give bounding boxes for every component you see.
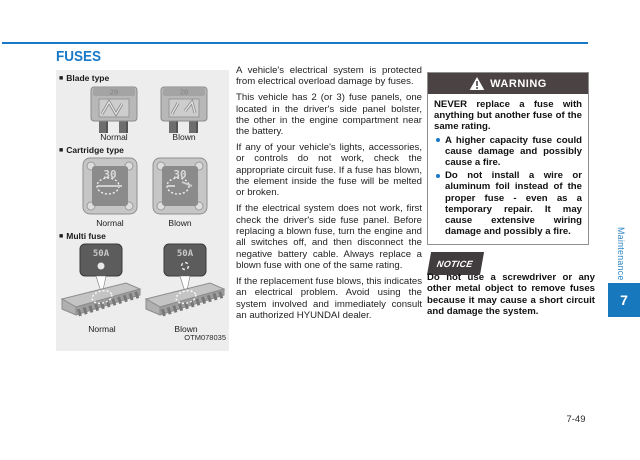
section-label-multi-fuse — [59, 231, 106, 241]
cartridge-blown-caption: Blown — [168, 218, 192, 228]
section-label-blade-type — [59, 73, 109, 83]
section-label-text: Blade type — [66, 73, 110, 83]
multi-fuse-blown-image — [144, 243, 228, 323]
body-text-column — [236, 65, 422, 326]
warning-box — [427, 72, 589, 245]
svg-text:30: 30 — [103, 168, 117, 181]
warning-bullet-text: Do not install a wire or aluminum foil instead of the proper fuse - even as a temporary repair. It may cause extensive wiring damage and possibly a fire. — [445, 170, 582, 238]
warning-bullet-item — [434, 135, 582, 169]
blade-normal-caption: Normal — [100, 132, 128, 142]
svg-text:20: 20 — [109, 88, 119, 97]
body-paragraph: A vehicle's electrical system is protected from electrical overload damage by fuses. — [236, 65, 422, 88]
blade-fuse-normal-image — [86, 84, 142, 134]
figure-image-code: OTM078035 — [184, 333, 226, 342]
body-paragraph: This vehicle has 2 (or 3) fuse panels, one located in the driver's side panel bolster, the other in the engine compartment near the battery. — [236, 92, 422, 138]
cartridge-fuse-blown-image — [152, 157, 208, 215]
warning-intro: NEVER replace a fuse with anything but another fuse of the same rating. — [434, 99, 582, 133]
section-label-text: Cartridge type — [66, 145, 124, 155]
body-paragraph: If the replacement fuse blows, this indicates an electrical problem. Avoid using the system involved and immediately consult an authorized HYUNDAI dealer. — [236, 275, 422, 321]
cartridge-fuse-normal-image — [82, 157, 138, 215]
multi-blown-caption: Blown — [174, 324, 198, 334]
svg-text:20: 20 — [179, 88, 189, 97]
multi-normal-caption: Normal — [88, 324, 116, 334]
blade-blown-caption: Blown — [172, 132, 196, 142]
warning-body — [428, 94, 588, 244]
section-bullet-icon: ■ — [59, 75, 64, 82]
section-label-cartridge-type — [59, 145, 124, 155]
chapter-side-tab-label: Maintenance — [616, 227, 626, 281]
warning-triangle-icon — [469, 76, 485, 91]
body-paragraph: If the electrical system does not work, first check the driver's side fuse panel. Before replacing a blown fuse, turn the engine and all switches off, and then disconnect the negative battery cable. Always replace a blown fuse with one of the same rating. — [236, 203, 422, 271]
chapter-number-tab: 7 — [608, 283, 640, 317]
svg-text:50A: 50A — [92, 249, 110, 259]
svg-text:50A: 50A — [176, 249, 194, 259]
blade-fuse-blown-image — [156, 84, 212, 134]
bullet-dot-icon — [436, 138, 440, 142]
fuse-figure-panel — [56, 70, 229, 351]
svg-text:30: 30 — [173, 168, 187, 181]
bullet-dot-icon — [436, 174, 440, 178]
warning-bullet-item — [434, 170, 582, 237]
section-bullet-icon: ■ — [59, 233, 64, 240]
header-rule — [2, 42, 588, 44]
notice-text: Do not use a screwdriver or any other metal object to remove fuses because it may cause a short circuit and damage the system. — [427, 272, 595, 317]
multi-fuse-normal-image — [60, 243, 144, 323]
warning-bullet-text: A higher capacity fuse could cause damage and possibly cause a fire. — [445, 134, 582, 169]
cartridge-normal-caption: Normal — [96, 218, 124, 228]
notice-label-text: NOTICE — [436, 259, 474, 269]
section-bullet-icon: ■ — [59, 147, 64, 154]
body-paragraph: If any of your vehicle's lights, accessories, or controls do not work, check the appropriate circuit fuse. If a fuse has blown, the element inside the fuse will be melted or broken. — [236, 142, 422, 199]
warning-header — [428, 73, 588, 94]
warning-title: WARNING — [490, 77, 547, 90]
page-number: 7-49 — [566, 414, 586, 425]
page-title: FUSES — [56, 48, 102, 65]
section-label-text: Multi fuse — [66, 231, 106, 241]
